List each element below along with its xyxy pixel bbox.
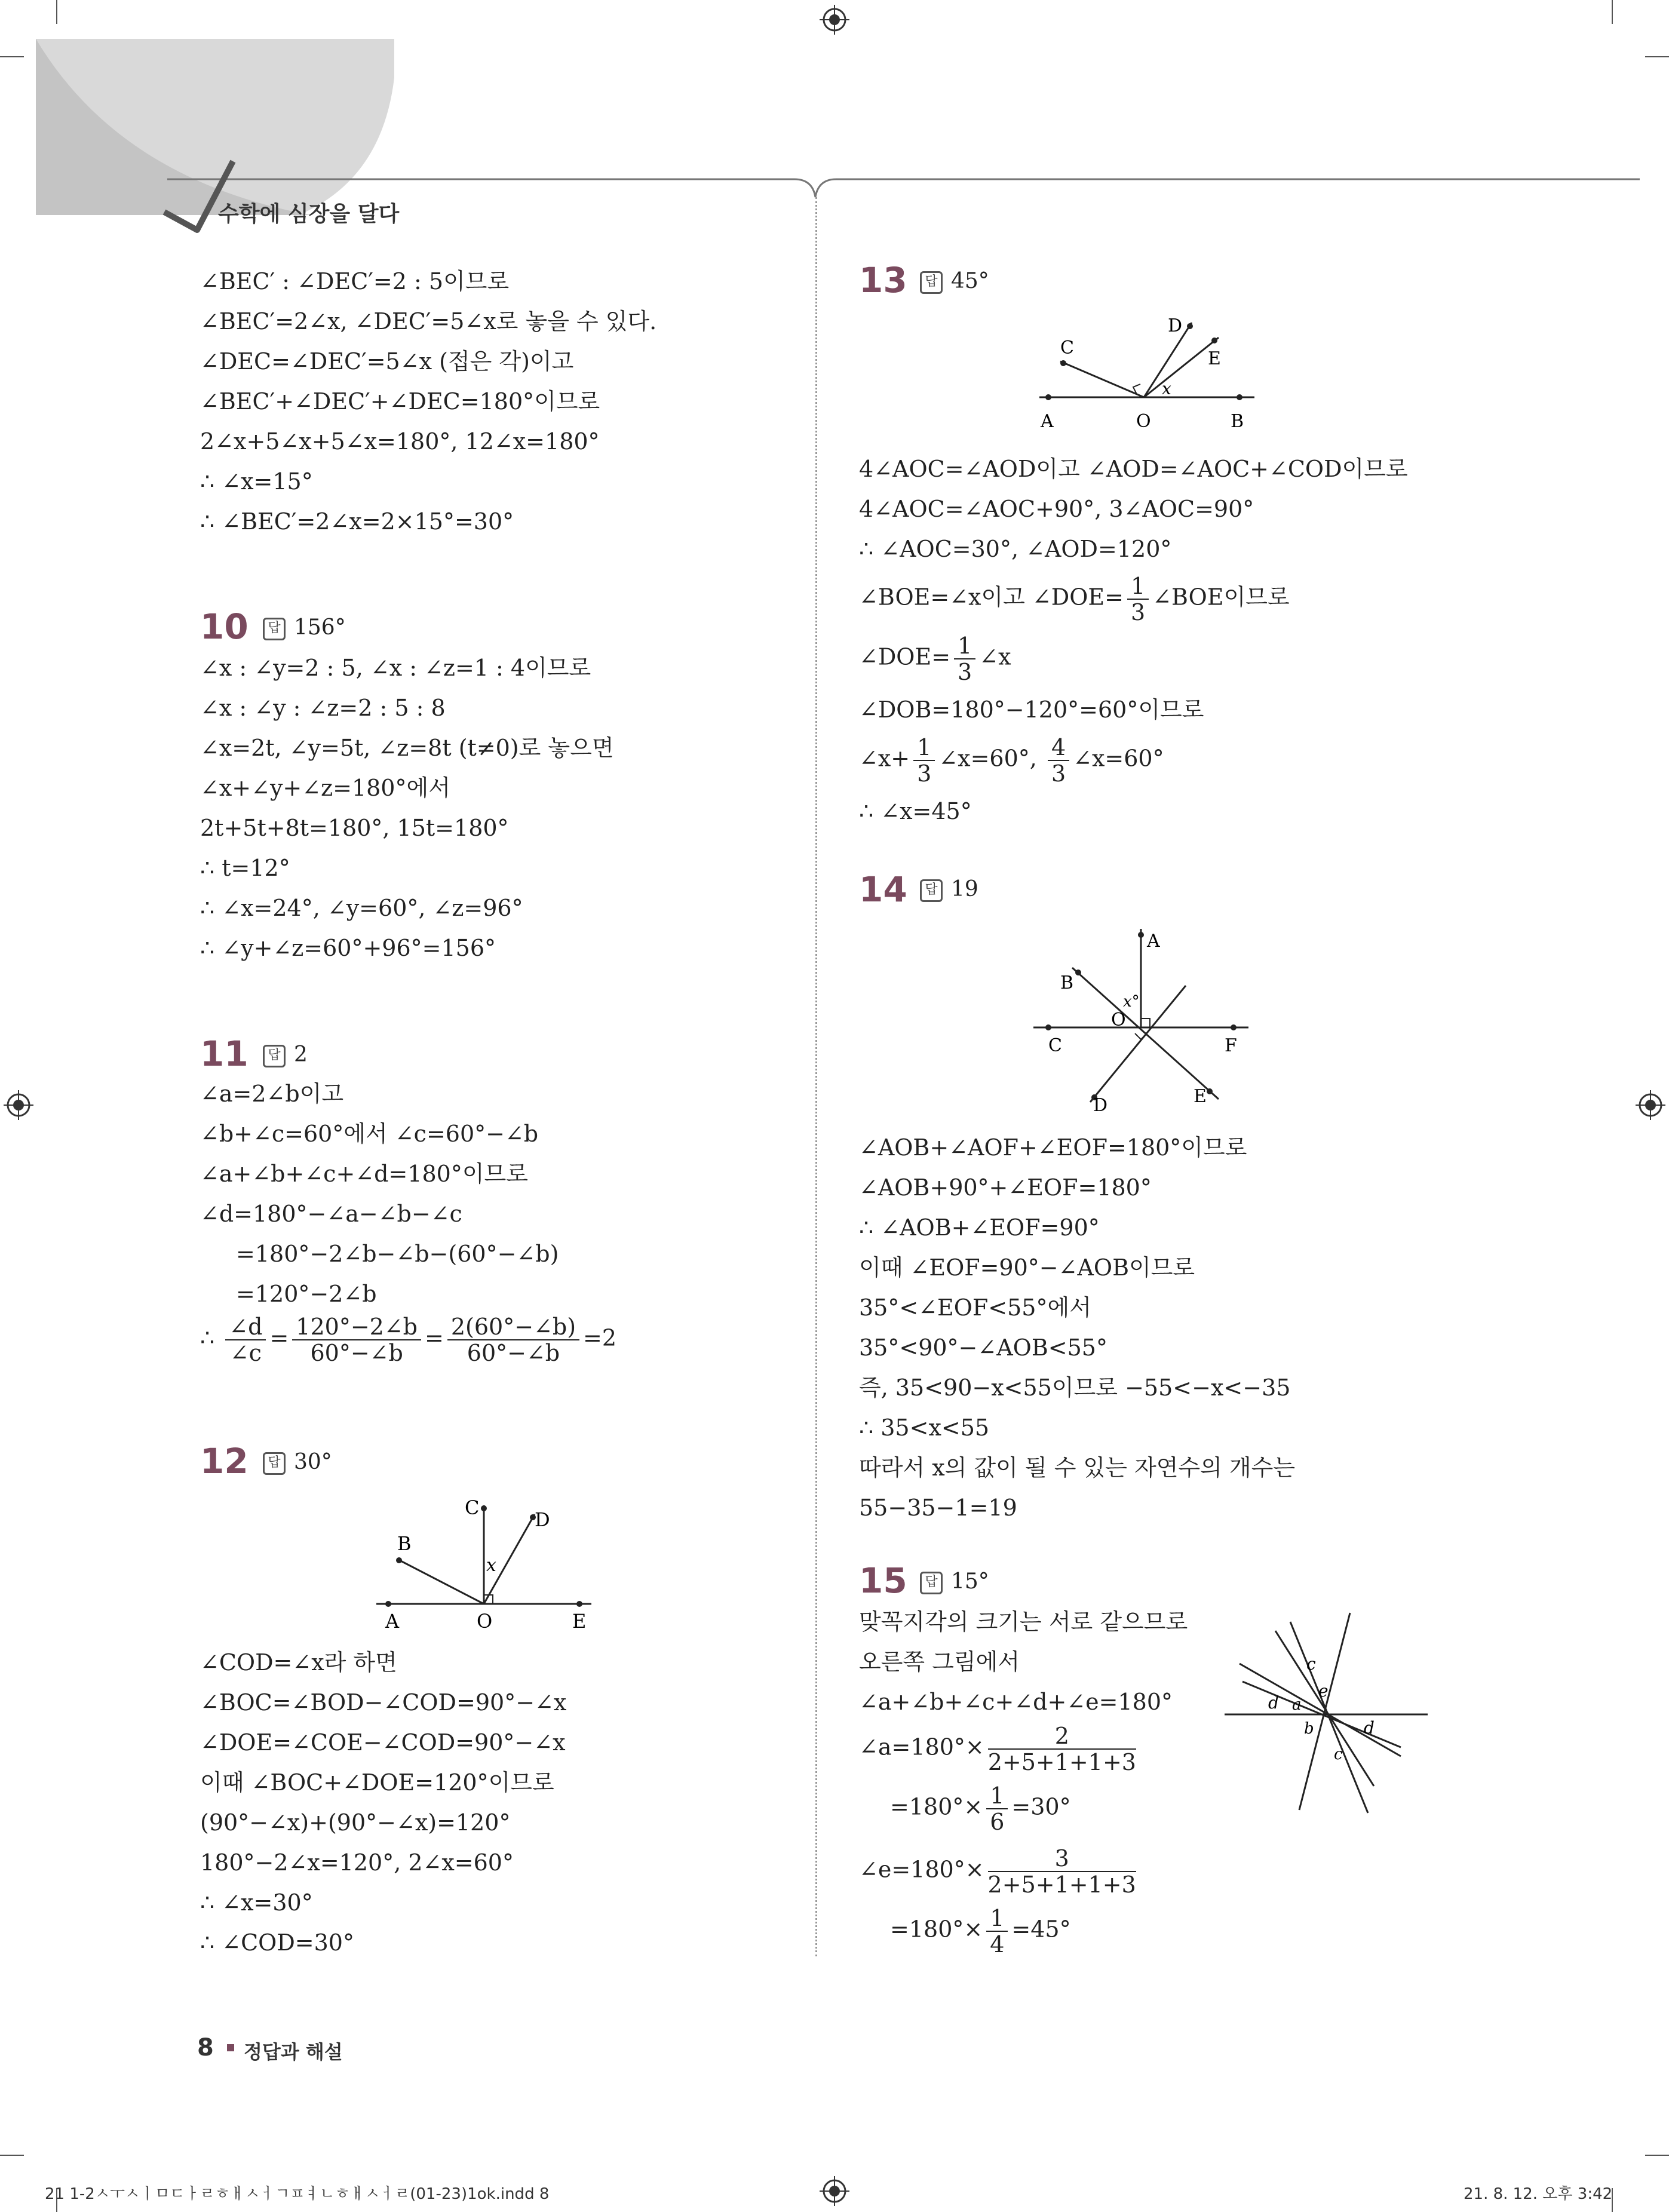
equals: = [425, 1324, 444, 1351]
fraction-line [859, 1723, 1140, 1775]
text-segment: ∠x=60°, [938, 745, 1044, 772]
therefore-symbol: ∴ [200, 1324, 215, 1351]
numerator: 1 [986, 1906, 1008, 1932]
fraction-line [859, 573, 1290, 625]
solution-line: ∴ ∠COD=30° [200, 1929, 354, 1956]
numerator: 1 [954, 633, 975, 659]
numerator: 2 [988, 1723, 1136, 1750]
footer-bullet [227, 2044, 234, 2051]
fig-label: A [1041, 411, 1054, 432]
text-segment: ∠x [979, 643, 1011, 670]
denominator: 60°−∠b [467, 1340, 560, 1366]
answer-badge: 답 [263, 618, 286, 640]
figure-q14 [1027, 920, 1266, 1117]
fraction [913, 735, 935, 786]
fraction [988, 1846, 1136, 1897]
fraction-line [200, 1314, 616, 1366]
fig-label: b [1304, 1720, 1314, 1738]
answer-badge: 답 [263, 1045, 286, 1067]
fraction [986, 1783, 1008, 1834]
fraction [225, 1314, 266, 1366]
figure-q12 [358, 1487, 609, 1637]
solution-line: 오른쪽 그림에서 [859, 1649, 1020, 1675]
solution-line: ∠x=2t, ∠y=5t, ∠z=8t (t≠0)로 놓으면 [200, 735, 614, 761]
answer-value: 45° [951, 269, 989, 293]
solution-line: ∠a+∠b+∠c+∠d+∠e=180° [859, 1689, 1173, 1715]
fig-label: d [1364, 1718, 1375, 1738]
numerator: 3 [988, 1846, 1136, 1872]
fig-label: E [1194, 1086, 1207, 1107]
solution-line: ∴ ∠x=45° [859, 798, 972, 824]
fraction [1048, 735, 1069, 786]
fig-label: E [572, 1610, 587, 1633]
answer-value: 15° [951, 1569, 989, 1594]
numerator: 1 [986, 1783, 1008, 1809]
answer-value: 2 [294, 1042, 308, 1067]
answer-line [263, 1042, 308, 1067]
fig-label: e [1318, 1681, 1329, 1701]
fig-label: O [1111, 1010, 1126, 1030]
answer-value: 156° [294, 615, 346, 640]
fig-label: O [1136, 411, 1151, 432]
solution-line: ∴ ∠x=24°, ∠y=60°, ∠z=96° [200, 895, 523, 921]
solution-line: 35°<90°−∠AOB<55° [859, 1334, 1107, 1361]
fraction-line [859, 1846, 1140, 1897]
header-brand: 수학에 심장을 달다 [218, 202, 400, 226]
result: =2 [583, 1324, 617, 1351]
solution-line: ∠d=180°−∠a−∠b−∠c [200, 1201, 462, 1227]
solution-line: ∠COD=∠x라 하면 [200, 1649, 397, 1676]
solution-line: ∠DOB=180°−120°=60°이므로 [859, 697, 1204, 723]
numerator: 120°−2∠b [292, 1314, 421, 1340]
answer-badge: 답 [920, 271, 943, 294]
text-segment: ∠a=180°× [859, 1734, 984, 1760]
denominator: 3 [1131, 599, 1146, 625]
answer-badge: 답 [263, 1452, 286, 1475]
solution-line: =180°−2∠b−∠b−(60°−∠b) [236, 1241, 559, 1267]
numerator: 1 [913, 735, 935, 761]
solution-line: ∴ ∠AOC=30°, ∠AOD=120° [859, 536, 1172, 562]
fig-label: x [1162, 379, 1171, 398]
intro-line: ∴ ∠x=15° [200, 468, 313, 495]
fig-label: x [486, 1555, 496, 1576]
fig-label: A [385, 1610, 400, 1633]
numerator: 2(60°−∠b) [447, 1314, 579, 1340]
solution-line: ∴ ∠y+∠z=60°+96°=156° [200, 935, 496, 961]
text-segment: ∠BOE이므로 [1152, 584, 1290, 610]
denominator: 2+5+1+1+3 [987, 1872, 1136, 1898]
fig-label: x° [1123, 993, 1140, 1011]
solution-line: ∠AOB+∠AOF+∠EOF=180°이므로 [859, 1134, 1247, 1161]
solution-line: 즉, 35<90−x<55이므로 −55<−x<−35 [859, 1375, 1291, 1401]
fig-label: C [465, 1496, 480, 1519]
crop-marks-bottom [0, 2139, 1669, 2212]
text-segment: ∠x+ [859, 745, 910, 772]
question-number: 14 [859, 869, 907, 910]
solution-line: 2t+5t+8t=180°, 15t=180° [200, 815, 509, 841]
answer-line [920, 269, 989, 294]
text-segment: =30° [1011, 1793, 1071, 1820]
registration-mark-left [4, 1090, 33, 1120]
fraction-line [859, 735, 1164, 786]
solution-line: 180°−2∠x=120°, 2∠x=60° [200, 1849, 514, 1876]
fig-label: c [1334, 1745, 1343, 1763]
figure-q13 [1027, 311, 1278, 442]
solution-line: ∠AOB+90°+∠EOF=180° [859, 1174, 1152, 1201]
denominator: 3 [958, 659, 972, 685]
fraction [954, 633, 975, 685]
solution-line: ∠BOC=∠BOD−∠COD=90°−∠x [200, 1689, 567, 1716]
fig-label: D [535, 1508, 550, 1531]
intro-line: ∠BEC′+∠DEC′+∠DEC=180°이므로 [200, 388, 600, 415]
text-segment: ∠e=180°× [859, 1856, 984, 1883]
solution-line: ∠x : ∠y=2 : 5, ∠x : ∠z=1 : 4이므로 [200, 655, 591, 681]
intro-line: ∠DEC=∠DEC′=5∠x (접은 각)이고 [200, 348, 574, 375]
fig-label: E [1208, 348, 1221, 369]
question-number: 11 [200, 1033, 248, 1074]
fig-label: B [1060, 972, 1074, 993]
fraction [1127, 573, 1149, 625]
fraction [986, 1906, 1008, 1957]
registration-mark-right [1636, 1090, 1665, 1120]
intro-line: ∴ ∠BEC′=2∠x=2×15°=30° [200, 508, 514, 535]
fig-label: A [1147, 931, 1160, 952]
fig-label: D [1168, 315, 1183, 336]
answer-line [920, 877, 978, 902]
question-number: 13 [859, 260, 907, 300]
fig-label: D [1093, 1095, 1108, 1116]
answer-value: 19 [951, 877, 978, 901]
question-number: 15 [859, 1560, 907, 1601]
fig-label: C [1060, 338, 1074, 358]
denominator: 3 [917, 760, 932, 787]
question-number: 12 [200, 1441, 248, 1481]
solution-line: ∴ ∠x=30° [200, 1889, 313, 1916]
fig-label: B [397, 1532, 412, 1555]
fraction-line [890, 1783, 1071, 1834]
text-segment: =45° [1011, 1916, 1071, 1943]
fig-label: d [1268, 1693, 1279, 1713]
figure-q15 [1222, 1607, 1431, 1816]
text-segment: ∠x=60° [1073, 745, 1164, 772]
solution-line: 맞꼭지각의 크기는 서로 같으므로 [859, 1609, 1188, 1635]
footer-filename: 21 1-2ㅅㅜㅅㅣㅁㄷㅏㄹㅎㅐㅅㅓㄱㅍㅕㄴㅎㅐㅅㅓㄹ(01-23)1ok.indd 8 [45, 2185, 550, 2203]
text-segment: =180°× [890, 1793, 983, 1820]
numerator: 4 [1048, 735, 1069, 761]
answer-line [920, 1569, 989, 1594]
numerator: 1 [1127, 573, 1149, 600]
equals: = [269, 1324, 289, 1351]
fraction [292, 1314, 421, 1366]
fraction [988, 1723, 1136, 1775]
fig-label: B [1231, 411, 1244, 432]
solution-line: ∠x : ∠y : ∠z=2 : 5 : 8 [200, 695, 446, 721]
solution-line: ∠DOE=∠COE−∠COD=90°−∠x [200, 1729, 566, 1756]
solution-line: ∴ t=12° [200, 855, 290, 881]
intro-line: ∠BEC′=2∠x, ∠DEC′=5∠x로 놓을 수 있다. [200, 308, 657, 335]
solution-line: 이때 ∠BOC+∠DOE=120°이므로 [200, 1769, 554, 1796]
text-segment: ∠DOE= [859, 643, 951, 670]
denominator: 3 [1051, 760, 1066, 787]
solution-line: 따라서 x의 값이 될 수 있는 자연수의 개수는 [859, 1455, 1296, 1481]
registration-mark-top [820, 5, 849, 35]
answer-badge: 답 [920, 1572, 943, 1594]
fraction-line [859, 633, 1011, 685]
fig-label: a [1292, 1696, 1302, 1714]
fraction [447, 1314, 579, 1366]
solution-line: 35°<∠EOF<55°에서 [859, 1294, 1091, 1321]
solution-line: 4∠AOC=∠AOD이고 ∠AOD=∠AOC+∠COD이므로 [859, 456, 1408, 482]
solution-line: ∠a=2∠b이고 [200, 1081, 344, 1107]
text-segment: ∠BOE=∠x이고 ∠DOE= [859, 584, 1124, 610]
denominator: 6 [990, 1809, 1005, 1835]
denominator: 60°−∠b [310, 1340, 403, 1366]
solution-line: ∠b+∠c=60°에서 ∠c=60°−∠b [200, 1121, 539, 1147]
fig-label: F [1225, 1035, 1237, 1056]
page-number: 8 [197, 2034, 214, 2061]
question-number: 10 [200, 606, 248, 647]
column-divider [815, 197, 817, 1956]
denominator: 4 [990, 1931, 1005, 1958]
intro-line: 2∠x+5∠x+5∠x=180°, 12∠x=180° [200, 428, 600, 455]
solution-line: ∠x+∠y+∠z=180°에서 [200, 775, 450, 801]
solution-line: 55−35−1=19 [859, 1495, 1017, 1521]
answer-value: 30° [294, 1450, 332, 1474]
solution-line: ∠a+∠b+∠c+∠d=180°이므로 [200, 1161, 528, 1187]
intro-line: ∠BEC′ : ∠DEC′=2 : 5이므로 [200, 268, 510, 294]
text-segment: =180°× [890, 1916, 983, 1943]
answer-line [263, 615, 346, 640]
fig-label: C [1048, 1035, 1062, 1056]
footer-label: 정답과 해설 [244, 2041, 343, 2063]
fraction-line [890, 1906, 1071, 1957]
answer-line [263, 1450, 332, 1475]
solution-line: =120°−2∠b [236, 1281, 377, 1307]
solution-line: 이때 ∠EOF=90°−∠AOB이므로 [859, 1254, 1195, 1281]
fig-label: O [477, 1610, 493, 1633]
denominator: 2+5+1+1+3 [987, 1749, 1136, 1775]
fig-label: c [1306, 1654, 1316, 1674]
solution-line: ∴ ∠AOB+∠EOF=90° [859, 1214, 1100, 1241]
solution-line: (90°−∠x)+(90°−∠x)=120° [200, 1809, 511, 1836]
denominator: ∠c [229, 1340, 262, 1366]
solution-line: 4∠AOC=∠AOC+90°, 3∠AOC=90° [859, 496, 1254, 522]
numerator: ∠d [225, 1314, 266, 1340]
answer-badge: 답 [920, 879, 943, 902]
solution-line: ∴ 35<x<55 [859, 1415, 990, 1441]
footer-date: 21. 8. 12. 오후 3:42 [1464, 2185, 1613, 2203]
